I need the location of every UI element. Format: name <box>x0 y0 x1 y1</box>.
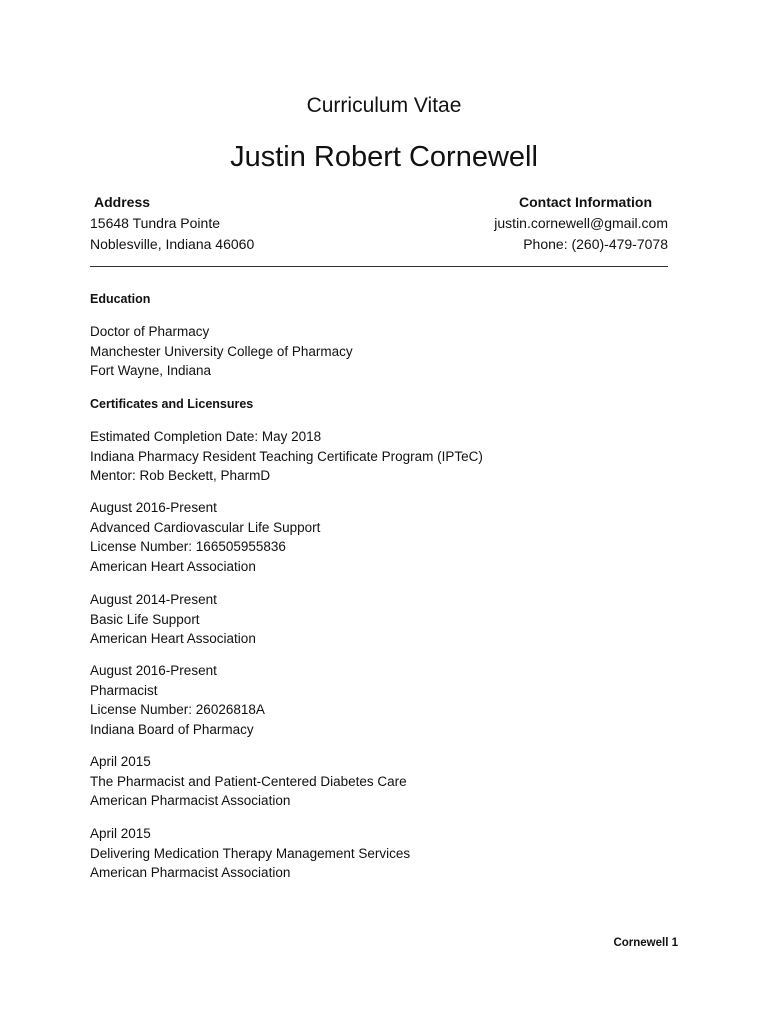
address-heading: Address <box>94 194 151 210</box>
certificate-line: April 2015 <box>90 826 151 841</box>
education-entry <box>90 322 353 381</box>
certificate-entry <box>90 498 320 576</box>
header-divider <box>90 266 668 267</box>
certificate-line: The Pharmacist and Patient-Centered Diabetes Care <box>90 773 407 789</box>
education-line: Fort Wayne, Indiana <box>90 363 212 378</box>
candidate-name: Justin Robert Cornewell <box>230 141 538 173</box>
certificate-line: August 2014-Present <box>90 592 217 607</box>
certificate-line: August 2016-Present <box>90 500 217 515</box>
certificate-line: American Pharmacist Association <box>90 865 291 880</box>
contact-email: justin.cornewell@gmail.com <box>494 215 668 231</box>
education-line: Doctor of Pharmacy <box>90 324 210 339</box>
document-type-label: Curriculum Vitae <box>306 94 462 117</box>
certificate-line: License Number: 166505955836 <box>90 539 286 554</box>
certificate-line: Delivering Medication Therapy Management Services <box>90 845 411 861</box>
education-heading: Education <box>90 292 151 306</box>
certificate-line: April 2015 <box>90 754 151 769</box>
certificate-line: American Heart Association <box>90 558 256 574</box>
certificate-line: American Pharmacist Association <box>90 793 291 808</box>
certificate-line: Basic Life Support <box>90 611 200 627</box>
certificate-line: Indiana Pharmacy Resident Teaching Certificate Program (IPTeC) <box>90 448 483 464</box>
contact-phone: Phone: (260)-479-7078 <box>523 236 668 252</box>
certificate-line: License Number: 26026818A <box>90 702 265 717</box>
certificate-line: American Heart Association <box>90 631 256 646</box>
contact-heading: Contact Information <box>519 194 652 210</box>
certificate-line: Pharmacist <box>90 682 158 698</box>
certificate-entry <box>90 752 407 811</box>
page-footer-label: Cornewell 1 <box>613 937 678 949</box>
certificate-entry <box>90 427 483 486</box>
certificate-line: Indiana Board of Pharmacy <box>90 721 254 737</box>
certificate-line: August 2016-Present <box>90 663 217 678</box>
education-line: Manchester University College of Pharmacy <box>90 343 353 359</box>
certificate-entry <box>90 590 256 649</box>
certificate-line: Advanced Cardiovascular Life Support <box>90 519 321 535</box>
certificate-line: Estimated Completion Date: May 2018 <box>90 429 322 444</box>
address-line-1: 15648 Tundra Pointe <box>90 215 220 231</box>
certificate-entry <box>90 661 265 739</box>
certificate-line: Mentor: Rob Beckett, PharmD <box>90 468 271 483</box>
certificates-heading: Certificates and Licensures <box>90 397 254 411</box>
address-line-2: Noblesville, Indiana 46060 <box>90 236 255 252</box>
certificate-entry <box>90 824 410 883</box>
